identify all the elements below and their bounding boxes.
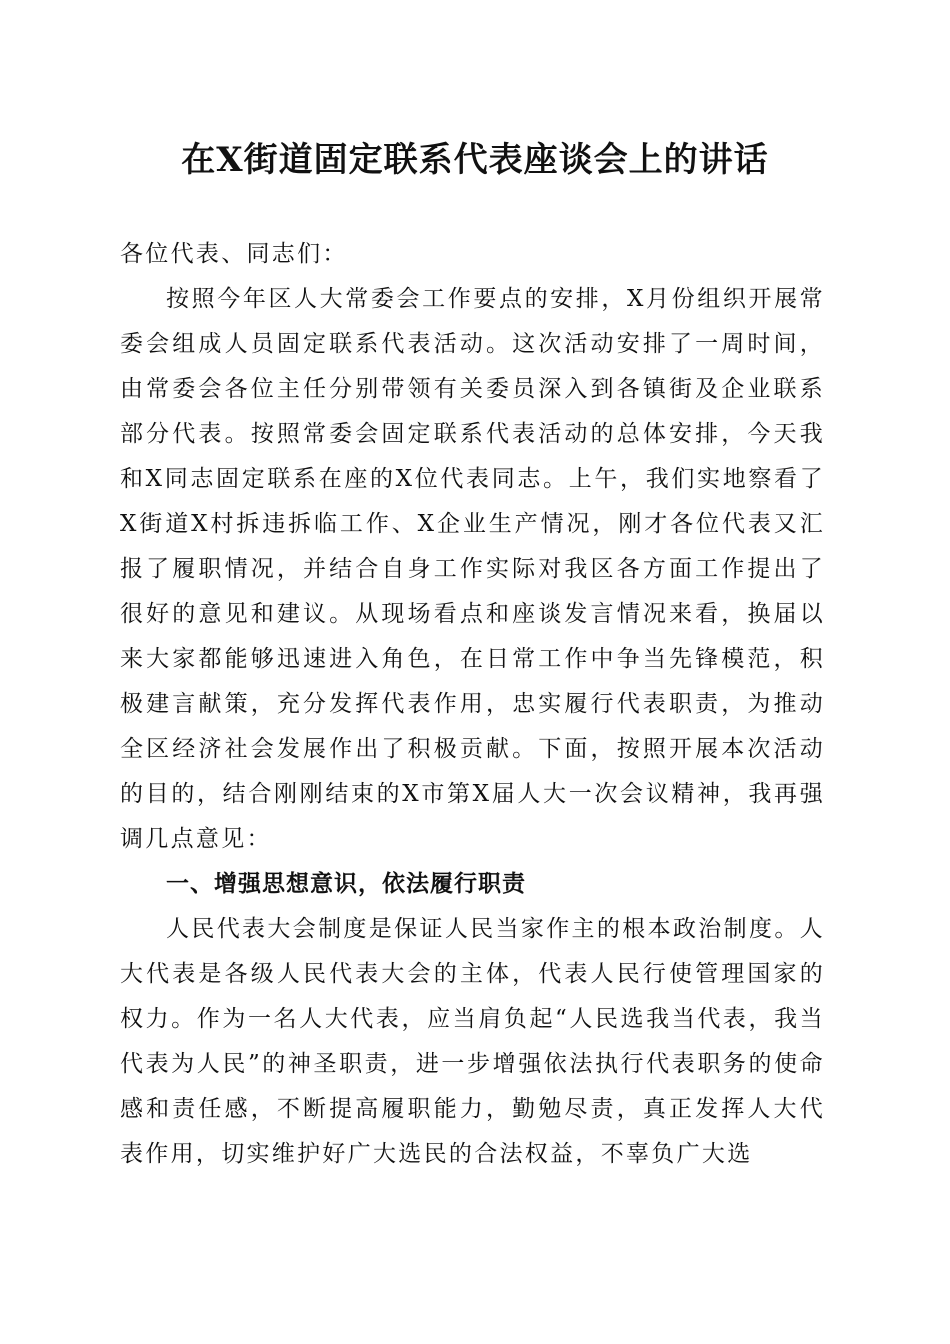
- document-body: [120, 232, 825, 1177]
- section-heading-1: 一、增强思想意识，依法履行职责: [166, 871, 526, 897]
- paragraph-section-1: 人民代表大会制度是保证人民当家作主的根本政治制度。人大代表是各级人民代表大会的主体，代表人民行使管理国家的权力。作为一名人大代表，应当肩负起“人民选我当代表，我当代表为人民”的神圣职责，进一步增强依法执行代表职务的使命感和责任感，不断提高履职能力，勤勉尽责，真正发挥人大代表作用，切实维护好广大选民的合法权益，不辜负广大选: [120, 916, 825, 1167]
- salutation: 各位代表、同志们：: [120, 241, 348, 267]
- document-title: 在X街道固定联系代表座谈会上的讲话: [181, 140, 769, 180]
- paragraph-intro: 按照今年区人大常委会工作要点的安排，X月份组织开展常委会组成人员固定联系代表活动。这次活动安排了一周时间，由常委会各位主任分别带领有关委员深入到各镇街及企业联系部分代表。按照常委会固定联系代表活动的总体安排，今天我和X同志固定联系在座的X位代表同志。上午，我们实地察看了X街道X村拆违拆临工作、X企业生产情况，刚才各位代表又汇报了履职情况，并结合自身工作实际对我区各方面工作提出了很好的意见和建议。从现场看点和座谈发言情况来看，换届以来大家都能够迅速进入角色，在日常工作中争当先锋模范，积极建言献策，充分发挥代表作用，忠实履行代表职责，为推动全区经济社会发展作出了积极贡献。下面，按照开展本次活动的目的，结合刚刚结束的X市第X届人大一次会议精神，我再强调几点意见：: [120, 286, 825, 852]
